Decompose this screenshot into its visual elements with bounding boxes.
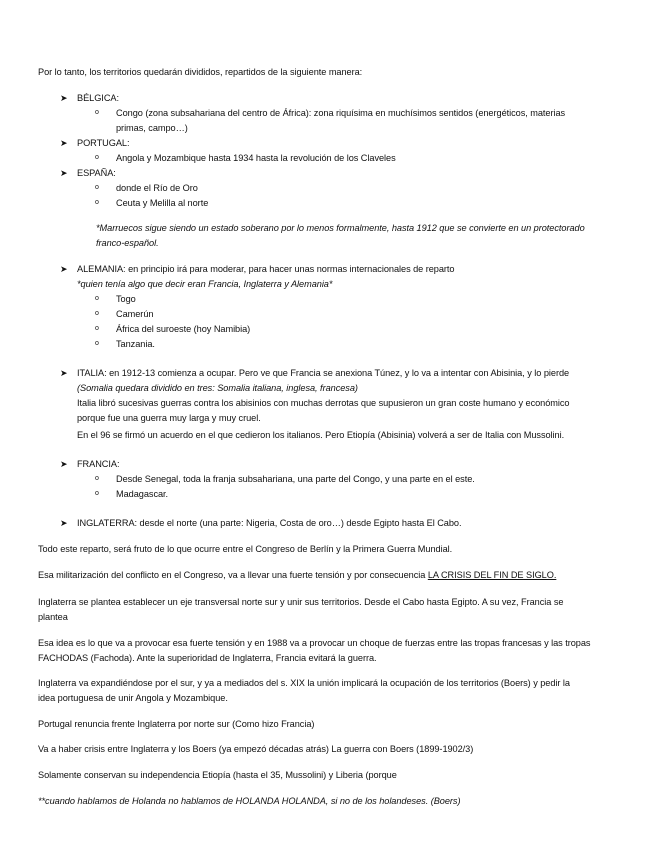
paragraph-line: Esa idea es lo que va a provocar esa fuerte tensión y en 1988 va a provocar un choque de fuerzas entre las tropas francesas y las tropas [38, 638, 591, 648]
circle-bullet-icon: o [95, 325, 99, 332]
circle-bullet-icon: o [95, 310, 99, 317]
circle-bullet-icon: o [95, 199, 99, 206]
italia-line2: (Somalia quedara dividido en tres: Somalia italiana, inglesa, francesa) [77, 383, 358, 393]
espana-note-line2: franco-español. [96, 238, 159, 248]
alemania-item: Tanzania. [116, 339, 155, 349]
arrow-bullet-icon: ➤ [60, 459, 68, 469]
crisis-heading-link: LA CRISIS DEL FIN DE SIGLO. [427, 570, 557, 580]
belgica-label: BÉLGICA: [77, 93, 119, 103]
inglaterra-label: INGLATERRA: desde el norte (una parte: Nigeria, Costa de oro…) desde Egipto hasta El Cabo. [77, 518, 462, 528]
espana-item: donde el Río de Oro [116, 183, 198, 193]
circle-bullet-icon: o [95, 184, 99, 191]
italia-line3: Italia libró sucesivas guerras contra los abisinios con muchas derrotas que supusieron un gran coste humano y económico [77, 398, 570, 408]
arrow-bullet-icon: ➤ [60, 264, 68, 274]
paragraph: Solamente conservan su independencia Etiopía (hasta el 35, Mussolini) y Liberia (porque [38, 770, 397, 780]
paragraph: Todo este reparto, será fruto de lo que ocurre entre el Congreso de Berlín y la Primera Guerra Mundial. [38, 544, 453, 554]
espana-note-line1: *Marruecos sigue siendo un estado soberano por lo menos formalmente, hasta 1912 que se convierte en un protectorado [96, 223, 585, 233]
paragraph: Portugal renuncia frente Inglaterra por norte sur (Como hizo Francia) [38, 719, 315, 729]
arrow-bullet-icon: ➤ [60, 368, 68, 378]
intro-text: Por lo tanto, los territorios quedarán divididos, repartidos de la siguiente manera: [38, 67, 363, 77]
alemania-note: *quien tenía algo que decir eran Francia, Inglaterra y Alemania* [77, 279, 333, 289]
paragraph [38, 569, 556, 581]
espana-label: ESPAÑA: [77, 168, 116, 178]
paragraph-line: Inglaterra va expandiéndose por el sur, y ya a mediados del s. XIX la unión implicará la ocupación de los territorios (Boers) y pedir la [38, 678, 570, 688]
circle-bullet-icon: o [95, 295, 99, 302]
arrow-bullet-icon: ➤ [60, 93, 68, 103]
francia-item: Desde Senegal, toda la franja subsahariana, una parte del Congo, y una parte en el este. [116, 474, 475, 484]
circle-bullet-icon: o [95, 340, 99, 347]
portugal-label: PORTUGAL: [77, 138, 130, 148]
paragraph-line: Inglaterra se plantea establecer un eje transversal norte sur y unir sus territorios. Desde el Cabo hasta Egipto. A su vez, Francia se [38, 597, 564, 607]
paragraph-line: idea portuguesa de unir Angola y Mozambique. [38, 693, 228, 703]
paragraph-line: FACHODAS (Fachoda). Ante la superioridad de Inglaterra, Francia evitará la guerra. [38, 653, 377, 663]
belgica-item-line2: primas, campo…) [116, 123, 188, 133]
circle-bullet-icon: o [95, 154, 99, 161]
italia-line4: porque fue una guerra muy larga y muy cruel. [77, 413, 261, 423]
espana-item: Ceuta y Melilla al norte [116, 198, 209, 208]
arrow-bullet-icon: ➤ [60, 518, 68, 528]
paragraph-text: Esa militarización del conflicto en el Congreso, va a llevar una fuerte tensión y por consecuencia [38, 570, 428, 580]
italia-line5: En el 96 se firmó un acuerdo en el que cedieron los italianos. Pero Etiopía (Abisinia) volverá a ser de Italia con Mussolini. [77, 430, 565, 440]
paragraph-line: plantea [38, 612, 68, 622]
arrow-bullet-icon: ➤ [60, 138, 68, 148]
alemania-item: África del suroeste (hoy Namibia) [116, 324, 251, 334]
circle-bullet-icon: o [95, 490, 99, 497]
francia-label: FRANCIA: [77, 459, 120, 469]
alemania-item: Camerún [116, 309, 154, 319]
footnote: **cuando hablamos de Holanda no hablamos de HOLANDA HOLANDA, si no de los holandeses. (Boers) [38, 796, 461, 806]
alemania-item: Togo [116, 294, 136, 304]
francia-item: Madagascar. [116, 489, 169, 499]
circle-bullet-icon: o [95, 109, 99, 116]
italia-line1: ITALIA: en 1912-13 comienza a ocupar. Pero ve que Francia se anexiona Túnez, y lo va a intentar con Abisinia, y lo pierde [77, 368, 570, 378]
portugal-item: Angola y Mozambique hasta 1934 hasta la revolución de los Claveles [116, 153, 396, 163]
belgica-item-line1: Congo (zona subsahariana del centro de África): zona riquísima en muchísimos sentidos (energéticos, materias [116, 108, 566, 118]
alemania-label: ALEMANIA: en principio irá para moderar, para hacer unas normas internacionales de reparto [77, 264, 455, 274]
arrow-bullet-icon: ➤ [60, 168, 68, 178]
paragraph: Va a haber crisis entre Inglaterra y los Boers (ya empezó décadas atrás) La guerra con Boers (1899-1902/3) [38, 744, 474, 754]
circle-bullet-icon: o [95, 475, 99, 482]
